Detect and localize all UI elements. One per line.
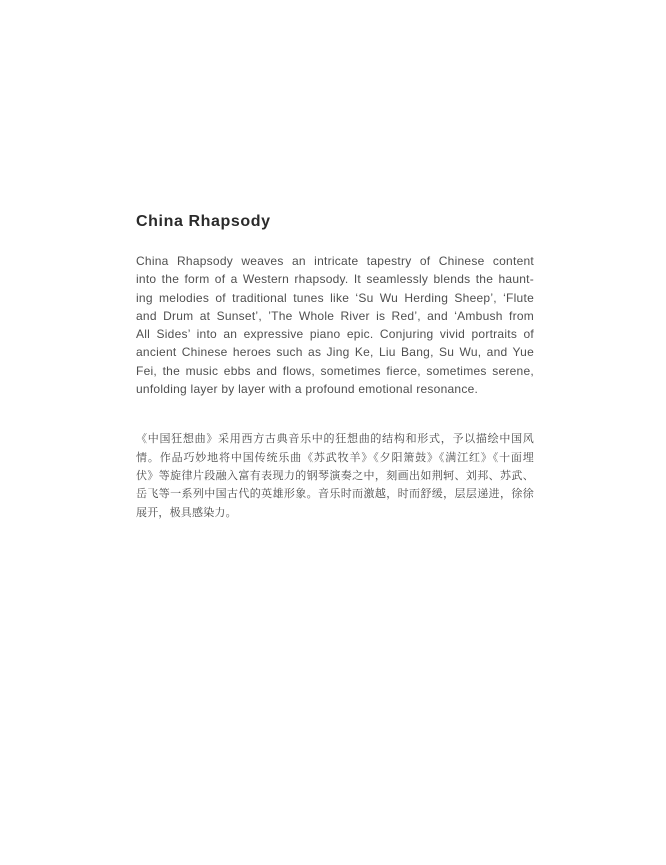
chinese-paragraph-line: 岳飞等一系列中国古代的英雄形象。音乐时而激越，时而舒缓，层层递进，徐徐 [136, 488, 534, 501]
english-paragraph-line: into the form of a Western rhapsody. It seamlessly blends the haunt- [136, 272, 534, 287]
english-paragraph-line: unfolding layer by layer with a profound emotional resonance. [136, 382, 479, 397]
english-paragraph-line: Fei, the music ebbs and flows, sometimes fierce, sometimes serene, [136, 363, 534, 378]
chinese-paragraph-line: 情。作品巧妙地将中国传统乐曲《苏武牧羊》《夕阳箫鼓》《满江红》《十面埋 [136, 451, 534, 464]
page-title: China Rhapsody [136, 213, 271, 230]
chinese-paragraph [136, 430, 534, 521]
english-paragraph-line: and Drum at Sunset’, ’The Whole River is Red’, and ‘Ambush from [136, 308, 534, 323]
chinese-paragraph-line: 伏》等旋律片段融入富有表现力的钢琴演奏之中，刻画出如荆轲、刘邦、苏武、 [136, 469, 534, 482]
chinese-paragraph-line: 《中国狂想曲》采用西方古典音乐中的狂想曲的结构和形式，予以描绘中国风 [136, 433, 534, 446]
english-paragraph [136, 252, 534, 398]
text-column [136, 212, 534, 522]
english-paragraph-line: China Rhapsody weaves an intricate tapestry of Chinese content [136, 254, 534, 268]
english-paragraph-line: ing melodies of traditional tunes like ‘Su Wu Herding Sheep’, ‘Flute [136, 290, 534, 305]
english-paragraph-line: All Sides’ into an expressive piano epic. Conjuring vivid portraits of [136, 327, 534, 342]
english-paragraph-line: ancient Chinese heroes such as Jing Ke, Liu Bang, Su Wu, and Yue [136, 345, 534, 360]
chinese-paragraph-line: 展开，极具感染力。 [136, 506, 237, 519]
